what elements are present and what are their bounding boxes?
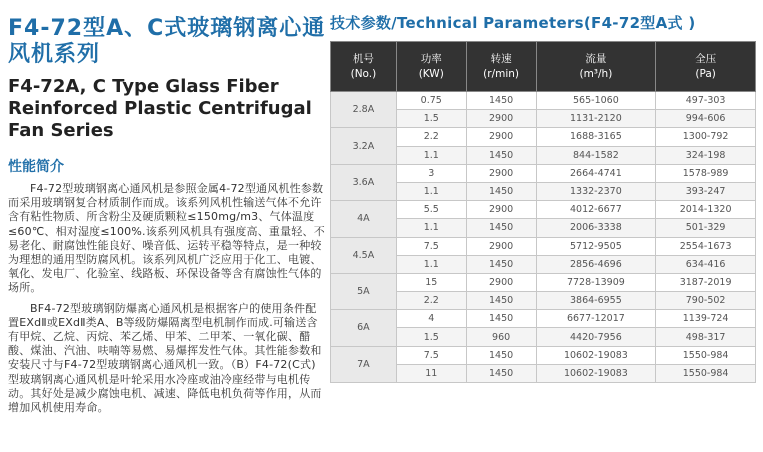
page-title-cn: F4-72型A、C式玻璃钢离心通风机系列 [8,16,326,67]
power-cell: 11 [396,364,466,382]
power-cell: 0.75 [396,92,466,110]
model-number-cell: 4A [331,201,397,237]
speed-cell: 1450 [466,92,536,110]
pressure-cell: 2014-1320 [656,201,756,219]
table-row [331,92,756,110]
flow-cell: 2664-4741 [536,164,656,182]
power-cell: 1.1 [396,182,466,200]
flow-cell: 2006-3338 [536,219,656,237]
flow-cell: 565-1060 [536,92,656,110]
parameters-column [330,0,756,383]
power-cell: 1.1 [396,146,466,164]
pressure-cell: 3187-2019 [656,273,756,291]
speed-cell: 2900 [466,237,536,255]
power-cell: 2.2 [396,292,466,310]
pressure-cell: 1578-989 [656,164,756,182]
model-number-cell: 3.6A [331,164,397,200]
speed-cell: 1450 [466,346,536,364]
table-row [331,164,756,182]
pressure-cell: 501-329 [656,219,756,237]
pressure-cell: 1550-984 [656,364,756,382]
power-cell: 15 [396,273,466,291]
model-number-cell: 3.2A [331,128,397,164]
speed-cell: 2900 [466,273,536,291]
intro-column [8,0,326,415]
page-title-en: F4-72A, C Type Glass Fiber Reinforced Plastic Centrifugal Fan Series [8,76,312,141]
power-cell: 4 [396,310,466,328]
power-cell: 1.5 [396,328,466,346]
technical-parameters-heading: 技术参数/Technical Parameters(F4-72型A式 ) [330,14,696,32]
flow-cell: 2856-4696 [536,255,656,273]
power-cell: 2.2 [396,128,466,146]
speed-cell: 1450 [466,364,536,382]
flow-cell: 7728-13909 [536,273,656,291]
pressure-cell: 393-247 [656,182,756,200]
pressure-cell: 324-198 [656,146,756,164]
table-row [331,128,756,146]
header-flow: 流量 (m³/h) [536,42,656,92]
speed-cell: 1450 [466,146,536,164]
speed-cell: 2900 [466,110,536,128]
header-model: 机号 (No.) [331,42,397,92]
table-row [331,346,756,364]
flow-cell: 1332-2370 [536,182,656,200]
pressure-cell: 790-502 [656,292,756,310]
model-number-cell: 6A [331,310,397,346]
pressure-cell: 497-303 [656,92,756,110]
pressure-cell: 634-416 [656,255,756,273]
model-number-cell: 5A [331,273,397,309]
power-cell: 7.5 [396,346,466,364]
flow-cell: 1131-2120 [536,110,656,128]
speed-cell: 2900 [466,128,536,146]
flow-cell: 1688-3165 [536,128,656,146]
flow-cell: 10602-19083 [536,364,656,382]
flow-cell: 4420-7956 [536,328,656,346]
model-number-cell: 7A [331,346,397,382]
model-number-cell: 2.8A [331,92,397,128]
pressure-cell: 498-317 [656,328,756,346]
speed-cell: 1450 [466,255,536,273]
speed-cell: 2900 [466,201,536,219]
speed-cell: 1450 [466,310,536,328]
flow-cell: 6677-12017 [536,310,656,328]
power-cell: 7.5 [396,237,466,255]
speed-cell: 960 [466,328,536,346]
power-cell: 1.1 [396,255,466,273]
table-header-row [331,42,756,92]
speed-cell: 2900 [466,164,536,182]
header-pressure: 全压 (Pa) [656,42,756,92]
power-cell: 1.1 [396,219,466,237]
pressure-cell: 1139-724 [656,310,756,328]
flow-cell: 10602-19083 [536,346,656,364]
table-row [331,237,756,255]
intro-paragraph-2: BF4-72型玻璃钢防爆离心通风机是根据客户的使用条件配置EXdⅡ或EXdⅡ类A、B等级防爆隔离型电机制作而成.可输送含有甲烷、乙烷、丙烷、苯乙烯、甲苯、二甲苯、一氧化碳、醋酸、煤油、汽油、呋喃等易燃、易爆挥发性气体。其性能参数和安装尺寸与F4-72型玻璃钢离心通风机一致。（B）F4-72(C式)型玻璃钢离心通风机是叶轮采用水冷座或油冷座经带与电机传动。其好处是减少腐蚀电机、减速、降低电机负荷等作用，从而增加风机使用寿命。 [8,301,322,415]
header-speed: 转速 (r/min) [466,42,536,92]
table-row [331,273,756,291]
table-row [331,201,756,219]
speed-cell: 1450 [466,182,536,200]
power-cell: 1.5 [396,110,466,128]
model-number-cell: 4.5A [331,237,397,273]
speed-cell: 1450 [466,292,536,310]
table-row [331,310,756,328]
pressure-cell: 994-606 [656,110,756,128]
flow-cell: 844-1582 [536,146,656,164]
pressure-cell: 2554-1673 [656,237,756,255]
flow-cell: 4012-6677 [536,201,656,219]
pressure-cell: 1550-984 [656,346,756,364]
power-cell: 5.5 [396,201,466,219]
flow-cell: 5712-9505 [536,237,656,255]
table-body [331,92,756,383]
speed-cell: 1450 [466,219,536,237]
flow-cell: 3864-6955 [536,292,656,310]
header-power: 功率 (KW) [396,42,466,92]
power-cell: 3 [396,164,466,182]
pressure-cell: 1300-792 [656,128,756,146]
intro-paragraph-1: F4-72型玻璃钢离心通风机是参照金属4-72型通风机性参数而采用玻璃钢复合材质制作而成。该系列风机性输送气体不允许含有粘性物质、所含粉尘及硬质颗粒≤150mg/m3、气体温度≤60℃、相对湿度≤100%.该系列风机具有强度高、重量轻、不易老化、耐腐蚀性能良好、噪音低、运转平稳等特点，是一种较为理想的通用型防腐风机。该系列风机广泛应用于化工、电镀、氧化、发电厂、化验室、线路板、环保设备等含有腐蚀性气体的场所。 [8,182,325,295]
performance-heading: 性能简介 [8,159,64,175]
parameters-table [330,41,756,383]
